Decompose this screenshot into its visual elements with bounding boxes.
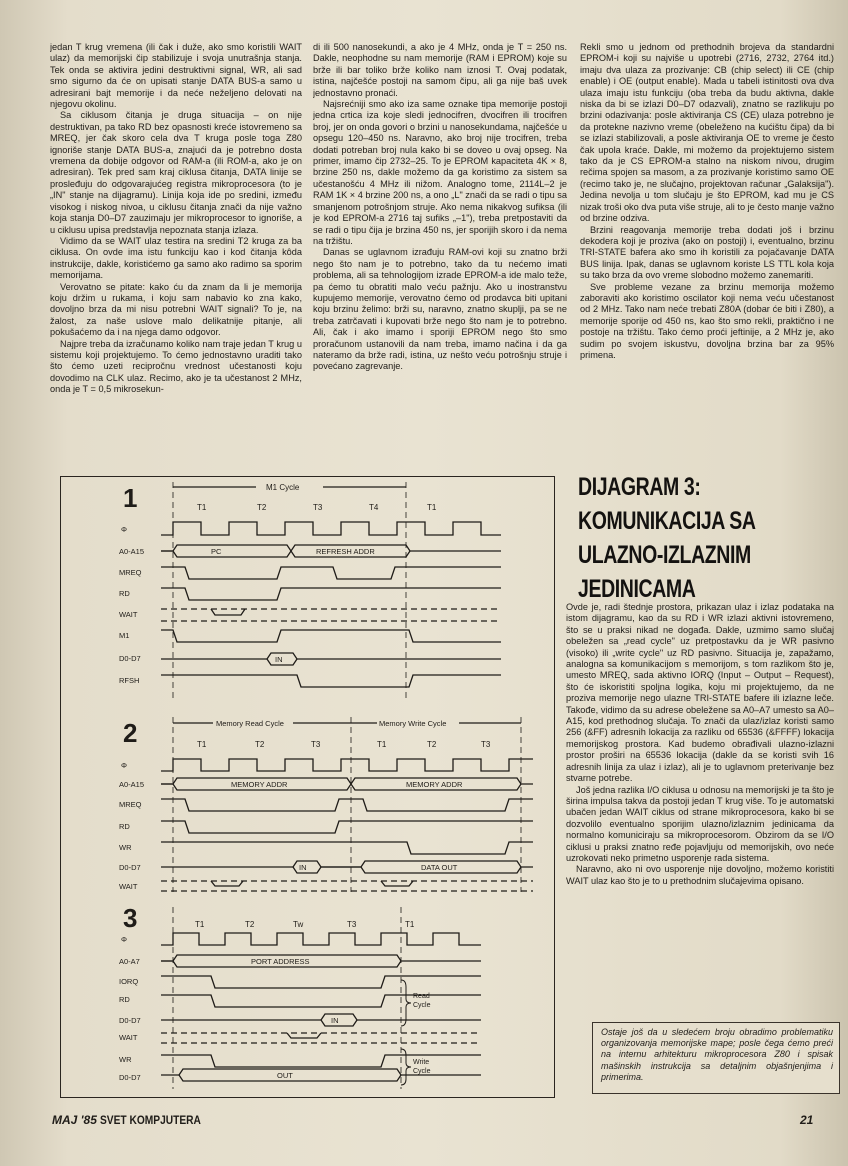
bus-label-out: OUT <box>277 1071 293 1080</box>
t-state-label: T2 <box>245 920 255 929</box>
paragraph: Ovde je, radi štednje prostora, prikazan ulaz i izlaz podataka na istom dijagramu, kao da su RD i WR izlazi aktivni istovremeno, što se u praksi nikad ne događa. Dakle, uzmimo samo slučaj obeležen sa „read cycle" uz pretpostavku da je WR pasivno (visoko) ili „write cycle" uz RD pasivno. Situacija je, zapažamo, analogna sa komunikacijom s memorijom, s tom razlikom što je, umesto MREQ, sada aktivno IORQ (Input – Output – Request), što će iskoristiti spoljna logika, koju mi projektujemo, da ne proziva memorije nego ulazne TRI-STATE bafere ili izlazne leče. Takođe, vidimo da su adrese obeležene sa A0–A7 umesto sa A0–A15, kod prethodnog slučaja. To znači da ulaz/izlaz koristi samo 256 (&FF) adresnih lokacija za razliku od 65536 (&FFFF) lokacija memorijskog prostora. Kad budemo obrađivali ulazno-izlazni prostor proširi na 65536 lokacija (dakle da se koristi svih 16 adresnih linija za ulaz i izlaz), ali je to uglavnom preterivanje bez stvarne potrebe. <box>566 602 834 784</box>
signal-label: D0-D7 <box>119 654 141 663</box>
data-bus <box>161 1014 481 1026</box>
magazine-name: SVET KOMPJUTERA <box>100 1113 202 1127</box>
data-bus <box>161 861 533 873</box>
t-state-label: T2 <box>257 503 267 512</box>
address-bus <box>161 778 533 790</box>
signal-label: D0-D7 <box>119 863 141 872</box>
signal-label: A0-A15 <box>119 780 145 789</box>
t-state-label: T3 <box>347 920 357 929</box>
signal-label: MREQ <box>119 800 142 809</box>
rd-waveform <box>161 821 533 833</box>
paragraph: Danas se uglavnom izrađuju RAM-ovi koji su znatno brži nego što nam je to potrebno, tako da tu nećemo imati problema, ali sa tehnologijom izrade EPROM-a ide malo teže, pa ćemo tu obratiti malo veću pažnju. Ako u inostranstvu kupujemo memorije, verovatno ćemo od prodavca biti upitani koju brzinu želimo: brži su, naravno, znatno skuplji, pa se ne treba zatrčavati i kupovati brže nego što nam je to potrebno. Ali, čak i ako imamo i sporiji EPROM nego što smo proračunom ustanovili da nam treba, imamo načina i da ga nateramo da brže radi, istina, uz nešto veću potrošnju struje i povećano zagrevanje. <box>313 247 567 372</box>
write-cycle-caption: Write <box>413 1059 430 1066</box>
wait-waveform <box>161 609 501 621</box>
headline-line: JEDINICAMA <box>578 575 696 603</box>
signal-label: D0-D7 <box>119 1073 141 1082</box>
wr-waveform <box>161 1055 481 1067</box>
m1-cycle-label: M1 Cycle <box>266 483 300 492</box>
t-state-label: Tw <box>293 920 304 929</box>
clock-waveform <box>161 933 481 945</box>
headline-line: ULAZNO-IZLAZNIM <box>578 541 751 569</box>
signal-label: WAIT <box>119 882 138 891</box>
bus-label-mem-addr: MEMORY ADDR <box>406 780 463 789</box>
text-column-2 <box>313 42 567 470</box>
t-state-label: T3 <box>311 740 321 749</box>
signal-label: WR <box>119 843 132 852</box>
signal-label: Φ <box>121 525 127 534</box>
section-headline <box>578 470 828 606</box>
diagram-number-3: 3 <box>123 903 138 933</box>
paragraph: Sa ciklusom čitanja je druga situacija – on nije destruktivan, pa tako RD bez opasnosti kreće istovremeno sa MREQ, jer čak skoro cela dva T kruga posle toga Z80 ignoriše stanje DATA BUS-a, znajući da je potrebno dosta vremena da dobije odgovor od RAM-a (ili ROM-a, ako je on adresiran). Tek pred sam kraj ciklusa čitanja, DATA linije se prosleđuju do odgovarajućeg registra mikroprocesora (to je „IN" stanje na dijagramu). Linija koja ide po sredini, između visokog i niskog nivoa, u ciklusu čitanja znači da nije važno koja stanja D0–D7 zauzimaju jer mikroprocesor to ignoriše, a u ciklusu upisa predstavlja nepoznata stanja izlaza. <box>50 110 302 235</box>
paragraph: Najpre treba da izračunamo koliko nam traje jedan T krug u sistemu koji projektujemo. To ćemo jednostavno uraditi tako što ćemo uzeti recipročnu vrednost učestanosti koju dovodimo na CLK ulaz. Recimo, ako je ta učestanost 2 MHz, onda je T = 0,5 mikrosekun- <box>50 338 302 395</box>
signal-label: A0-A7 <box>119 957 140 966</box>
editor-note-text: Ostaje još da u sledećem broju obradimo problematiku organizovanja memorijske mape; posle čega ćemo preći na internu arhitekturu mikroprocesora Z80 i spisak mašinskih instrukcija sa detaljnim objašnjenjima i primerima. <box>601 1027 833 1082</box>
bus-label-mem-addr: MEMORY ADDR <box>231 780 288 789</box>
write-cycle-label: Memory Write Cycle <box>379 719 447 728</box>
bus-label-pc: PC <box>211 547 222 556</box>
wr-waveform <box>161 842 533 854</box>
paragraph: Rekli smo u jednom od prethodnih brojeva da standardni EPROM-i koji su najviše u upotrebi (2716, 2732, 2764 itd.) imaju dva ulaza za prozivanje: CB (chip select) ili CE (chip enable) i OE (output enable). Mada u tabeli istinitosti ova dva ulaza imaju istu funkciju (oba treba da budu aktivna, dakle niska da bi se izlazi D0–D7 odazvali), znatno se razlikuju po brzini odazivanja: posle aktiviranja CS (CE) ulaza potrebno je da protekne nazivno vreme (obeleženo na kućištu čipa) da bi se izlazi stabilizovali, a posle aktiviranja OE to vreme je često čak upola kraće. Dakle, mi možemo da projektujemo sistem tako da je CS EPROM-a stalno na niskom nivou, drugim rečima spojen sa masom, a za prozivanje koristimo samo OE (recimo tako je, ne slučajno, projektovan računar „Galaksija"). Jedina nevolja u tom slučaju je što EPROM, kad mu je CS nizak troši oko dva puta više struje, ali to je često manje važno od brzine odziva. <box>580 42 834 224</box>
read-cycle-caption: Read <box>413 993 430 1000</box>
t-state-label: T3 <box>313 503 323 512</box>
write-cycle-caption: Cycle <box>413 1068 431 1075</box>
bus-label-in: IN <box>275 655 283 664</box>
page-footer <box>52 1113 219 1127</box>
signal-label: RD <box>119 589 130 598</box>
bus-label-port: PORT ADDRESS <box>251 957 310 966</box>
headline-line: DIJAGRAM 3: <box>578 473 701 501</box>
signal-label: A0-A15 <box>119 547 145 556</box>
signal-label: WAIT <box>119 610 138 619</box>
page-number: 21 <box>800 1113 814 1127</box>
paragraph: di ili 500 nanosekundi, a ako je 4 MHz, onda je T = 250 ns. Dakle, neophodne su nam memorije (RAM i EPROM) koje su brže ili bar toliko brže koliko nam iznosi T. Ovaj podatak, istina, najčešće postoji na samom čipu, ali ga nije baš uvek jednostavno pronaći. <box>313 42 567 98</box>
timing-diagram <box>60 476 555 1098</box>
t-state-label: T4 <box>369 503 379 512</box>
diagram-number-1: 1 <box>123 483 138 513</box>
signal-label: Φ <box>121 761 127 770</box>
paragraph: Sve probleme vezane za brzinu memorija možemo zaboraviti ako koristimo oscilator koji nema veću učestanost od 2 MHz. Tako nam neće trebati Z80A (dobar će biti i Z80), a memorije sporije od 450 ns, kao što smo rekli, praktično i ne postoje na tržištu. Tako ćemo proći jeftinije, a 2 MHz je, ako sudim po svojem iskustvu, dovoljna brzina bar za 95% primena. <box>580 281 834 360</box>
bus-label-refresh: REFRESH ADDR <box>316 547 375 556</box>
m1-waveform <box>161 630 501 642</box>
clock-waveform <box>161 522 501 535</box>
signal-label: MREQ <box>119 568 142 577</box>
rd-waveform <box>161 995 481 1007</box>
t-state-label: T1 <box>197 740 207 749</box>
signal-label: WAIT <box>119 1033 138 1042</box>
signal-label: IORQ <box>119 977 139 986</box>
t-state-label: T1 <box>195 920 205 929</box>
wait-waveform <box>161 881 533 891</box>
paragraph: jedan T krug vremena (ili čak i duže, ako smo koristili WAIT ulaz) da memorijski čip stabilizuje i svoja unutrašnja stanja. Tek onda se aktivira jedini destruktivni signal, WR, ali sad smo sigurno da će on upisati stanje DATA BUS-a samo u adresirani bajt memorije i da neće neželjeno delovati na njegovu okolinu. <box>50 42 302 110</box>
t-state-label: T3 <box>481 740 491 749</box>
read-cycle-label: Memory Read Cycle <box>216 719 284 728</box>
signal-label: Φ <box>121 935 127 944</box>
paragraph: Naravno, ako ni ovo usporenje nije dovoljno, možemo koristiti WAIT ulaz kao što je to u prethodnim slučajevima opisano. <box>566 864 834 886</box>
t-state-label: T2 <box>255 740 265 749</box>
signal-label: RD <box>119 995 130 1004</box>
t-state-label: T1 <box>197 503 207 512</box>
text-column-3-lower <box>566 602 834 1022</box>
signal-label: RFSH <box>119 676 140 685</box>
editor-note-box <box>592 1022 840 1094</box>
text-column-3 <box>580 42 834 470</box>
iorq-waveform <box>161 976 481 988</box>
diagram-number-2: 2 <box>123 718 138 748</box>
bus-label-data-out: DATA OUT <box>421 863 458 872</box>
mreq-waveform <box>161 567 501 579</box>
paragraph: Najsrećniji smo ako iza same oznake tipa memorije postoji jedna crtica iza koje sledi jednocifren, dvocifren ili trocifren broj, jer on onda govori o brzini u nanosekundama, najčešće u opsegu 120–450 ns. Naravno, ako broj nije trocifren, treba dodati potreban broj nula kako bi se doveo u ovaj opseg. Na primer, imamo čip 2732–25. To je EPROM kapaciteta 4K × 8, brzine 250 ns, dakle možemo da ga koristimo za sistem sa učestanošću 4 MHz ili nižom. Analogno tome, 2114L–2 je RAM 1K × 4 brzine 200 ns, a ono „L" znači da se radi o tipu sa smanjenom potrošnjom struje. Ako nema nikakvog sufiksa (ili je kod EPROM-a 2716 taj sufiks „–1"), treba pretpostaviti da se radi o tipu čija je brzina 450 ns, jer sporijih skoro i da nema na tržištu. <box>313 99 567 246</box>
wait-waveform <box>161 1033 481 1043</box>
t-state-label: T1 <box>377 740 387 749</box>
paragraph: Verovatno se pitate: kako ću da znam da li je memorija koju držim u rukama, i koju sam nabavio ko zna kako, dovoljno brza da mi nisu potrebni WAIT signali? To je, na žalost, za naše uslove malo delikatnije pitanje, ali pokušaćemo da i na njega damo odgovor. <box>50 281 302 338</box>
signal-label: WR <box>119 1055 132 1064</box>
mreq-waveform <box>161 799 533 811</box>
data-bus <box>161 1069 481 1081</box>
rd-waveform <box>161 588 501 600</box>
paragraph: Još jedna razlika I/O ciklusa u odnosu na memorijski je ta što je širina impulsa takva da postoji jedan T krug više. To je automatski ubačen jedan WAIT ciklus od strane mikroprocesora, kako bi se dozvolilo eventualno sporijim ulazno/izlaznim jedinicama da normalno komuniciraju sa mikroprocesorom. Obzirom da se I/O ciklusi u praksi znatno ređe pojavljuju od memorijskih, ovo neće uzrokovati neko primetno usporenje rada sistema. <box>566 784 834 863</box>
read-cycle-caption: Cycle <box>413 1002 431 1009</box>
signal-label: D0-D7 <box>119 1016 141 1025</box>
text-column-1 <box>50 42 302 470</box>
address-bus <box>161 955 481 967</box>
rfsh-waveform <box>161 675 501 687</box>
data-bus <box>161 653 501 665</box>
paragraph: Brzini reagovanja memorije treba dodati još i brzinu dekodera koji je proziva (ako on postoji) i, eventualno, brzinu TRI-STATE bafera ako smo ih koristili za pojačavanje DATA BUS linija. Ipak, danas se uglavnom koriste LS TTL kola koja su tako brza da ovo vreme slobodno možemo zanemariti. <box>580 224 834 281</box>
signal-label: RD <box>119 822 130 831</box>
bus-label-in: IN <box>331 1016 339 1025</box>
headline-line: KOMUNIKACIJA SA <box>578 507 756 535</box>
bus-label-in: IN <box>299 863 307 872</box>
paragraph: Vidimo da se WAIT ulaz testira na sredini T2 kruga za ba ciklusa. On ovde ima istu funkciju kao i kod čitanja kôda instrukcije, dakle, koristićemo ga samo ako radimo sa sporim memorijama. <box>50 235 302 281</box>
read-cycle-brace <box>401 980 411 1026</box>
timing-diagram-svg <box>61 477 556 1099</box>
signal-label: M1 <box>119 631 130 640</box>
t-state-label: T1 <box>405 920 415 929</box>
clock-waveform <box>161 759 533 771</box>
t-state-label: T2 <box>427 740 437 749</box>
t-state-label: T1 <box>427 503 437 512</box>
issue-date: MAJ '85 <box>52 1113 97 1127</box>
